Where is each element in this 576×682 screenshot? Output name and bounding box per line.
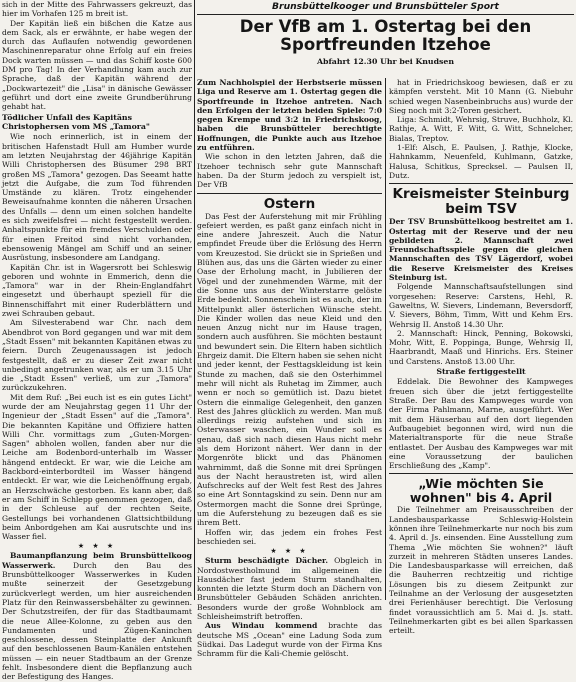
divider xyxy=(389,473,573,474)
lineup-text: Liga: Schmidt, Wehrsig, Struve, Buchholz, Kl. Rathje, A. Witt, F. Witt, G. Witt, Schnelcher, Bialas, Treptov. xyxy=(389,115,573,143)
sub-column-right xyxy=(389,78,573,636)
kreismeister-text: Folgende Mannschaftsaufstellungen sind vorgesehen: Reserve: Carstens, Hehl, R. Gaweltns, W. Sievers, Lindemann, Beversdorff, V. Sievers, Böhm, Timm, Witt und Kehm Ers. Wehrsig II. Anstoß 14.30 Uhr. xyxy=(389,282,573,329)
article-paragraph: Mit dem Ruf: „Bei euch ist es ein gutes Licht" wurde der am Neujahrstag gegen 11 Uhr der Ingenieur der „Stadt Essen" auf die „Tamora". Die bekannten Kapitäne und Offiziere hatten Willi Chr. vormittags zum „Guten-Morgen-Sagen" abholen wollen, fanden aber nur die Leiche am Bodenbord-unterhalb im Wasser hängend entdeckt. Er war, wie die Leiche am Backbord-einterbordteil im Wasser hängend entdeckt. Er war, wie die Leichenöffnung ergab, an Herzschwäche gestorben. Es kann aber, daß er am Schiff in Schlepp genommen gezogen, daß in der Schleuse auf der rechten Seite, Gestellungs bei vorhandenen Glattsichtbildung beim Anbordgehen am Kai ausrutschte und ins Wasser fiel. xyxy=(2,392,192,542)
section-title: Brunsbüttelkooger und Brunsbütteler Sport xyxy=(197,0,574,15)
separator-stars: ★ ★ ★ xyxy=(270,547,309,556)
main-headline: Der VfB am 1. Ostertag bei den Sportfreunden Itzehoe xyxy=(239,17,532,54)
storm-text: Obgleich in Nordostwestholmund im allgemeinen die Hausdächer fast jedem Sturm standhalten, konnten die letzte Sturm doch an Dächern von Brunsbütteler Gebäuden Schäden anrichten. Besonders wurde der große Wohnblock am Schleisheimstrift betroffen. xyxy=(197,556,382,622)
intro-text: sich in der Mitte des Fahrwassers gekreuzt, das hier im Vorhafen 125 m breit ist. xyxy=(2,0,192,19)
storm-heading: Sturm beschädigte Dächer. xyxy=(205,556,328,566)
article-paragraph: Durch den Bau des Brunsbüttelkooger Wasserwerkes in Kuden mußte seinerzeit der Gesetzgebung zurückverlegt werden, um hier ausreichenden Platz für den Reinwassersbehälter zu gewinnen. Der Schutzstreifen, der für das Stadtbaumamt die neue Allee-Kolonne, zu geben aus den Fundamenten und Zügen-Kaninchen geschlossene, dessen Steinplatte der Ankunft auf den beschlossenen Baum-Kanälen entstehen müssen — ein neuer Stadtbaum an der Grenze fehlt. Insbesondere dient die Bepflanzung auch der Befestigung des Hanges. xyxy=(2,560,192,682)
kreismeister-heading: Kreismeister Steinburg beim TSV xyxy=(392,186,570,218)
ostern-heading: Ostern xyxy=(263,195,316,212)
article-paragraph: hat in Friedrichskoog bewiesen, daß er zu kämpfen versteht. Mit 10 Mann (G. Niebuhr schied wegen Nasenbeinbruchs aus) wurde der Sieg noch mit 3:2-Toren gesichert. xyxy=(389,78,573,115)
reserve-lineup-text: 1-Elf: Alsch, E. Paulsen, J. Rathje, Klocke, Hahnkamm, Neuenfeld, Kuhlmann, Gatzke, Halusa, Schitkus, Sprecksel. — Paulsen II, Dutz. xyxy=(389,143,573,180)
sub-column-left xyxy=(197,78,382,659)
right-section xyxy=(197,0,574,659)
lead-paragraph: Zum Nachholspiel der Herbstserie müssen Liga und Reserve am 1. Ostertag gegen die Sportfreunde in Itzehoe antreten. Nach den Erfolgen der letzten beiden Spiele: 7:0 gegen Krempe und 3:2 in Friedrichskoog, haben die Brunsbütteler berechtigte Hoffnungen, die Punkte auch aus Itzehoe zu entführen. xyxy=(197,78,382,153)
article-paragraph: Wie noch erinnerlich, ist in einem der britischen Hafenstadt Hull am Humber wurde am letzten Neujahrstag der 46jährige Kapitän Willi Christophersen des Büsumer 298 BRT großen MS „Tamora" gezogen. Das Seeamt hatte jetzt die Aufgabe, die zum Tod führenden Umstände zu klären. Trotz eingehender Beweisaufnahme konnten die näheren Ursachen des Unfalls — denn um einen solchen handelte es sich zweifelsfrei — nicht festgestellt werden. Anhaltspunkte für ein fremdes Verschulden oder für einen Freitod sind nicht vorhanden, ebensowenig Mängel am Schiff und an seiner Ausrüstung, insbesondere am Landgang. xyxy=(2,132,192,263)
kreismeister-text2: 2. Mannschaft: Hinck, Penning, Bokowski, Mohr, Witt, E. Poppinga, Bunge, Wehrsig II, Haarbrandt, Maaß und Hinrichs. Ers. Steiner und Carstens. Anstoß 13.00 Uhr. xyxy=(389,328,573,366)
divider xyxy=(389,183,573,184)
kickoff-info: Abfahrt 12.30 Uhr bei Knudsen xyxy=(316,57,455,66)
wohnen-text: Die Teilnehmer am Preisausschreiben der Landesbausparkasse Schleswig-Holstein können ihre Teilnehmerkarte nur noch bis zum 4. April d. Js. einsenden. Eine Ausstellung zum Thema „Wie möchten Sie wohnen?" läuft zurzeit in mehreren Städten unseres Landes. Die Landesbausparkasse will erreichen, daß die Bauherren rechtzeitig und richtige Lösungen bis zu diesem Zeitpunkt zur Teilnahme an der Verlosung der ausgesetzten drei Ferienhäuser berechtigt. Die Verlosung findet voraussichtlich am 5. Mai d. Js. statt. Teilnehmerkarten gibt es bei allen Sparkassen erteilt. xyxy=(389,505,573,636)
article-heading: Tödlicher Unfall des Kapitäns Christophersen vom MS „Tamora" xyxy=(2,112,150,131)
windau-heading: Aus Windau kommend xyxy=(205,621,318,631)
strasse-text: Eddelak. Die Bewohner des Kampweges freuen sich über die jetzt fertiggestellte Straße. Der Bau des Kampweges wurde von der Firma Pahlmann, Marne, ausgeführt. Wer mit dem Häuserbau auf den dort liegenden Aufbaugebiet begonnen wird, wird nun die Materialtransporte für die neue Straße entlastet. Der Ausbau des Kampweges war mit eine Voraussetzung der baulichen Erschließung des „Kamp". xyxy=(389,377,573,471)
article-heading: Baumanpflanzung beim Brunsbüttelkoog Wasserwerk. xyxy=(2,551,192,570)
article-paragraph: Wie schon in den letzten Jahren, daß die Itzehoer technisch sehr gute Mannschaft haben. Da der Sturm jedoch zu verspielt ist, Der VfB xyxy=(197,152,382,190)
strasse-heading: Straße fertiggestellt xyxy=(436,367,526,377)
left-column xyxy=(2,0,192,682)
kreismeister-lead: Der TSV Brunsbüttelkoog bestreitet am 1. Ostertag mit der Reserve und der neu gebildeten 2. Mannschaft zwei Freundschaftsspiele gegen die gleichen Mannschaften des TSV Lägerdorf, wobei die Reserve Kreismeister des Kreises Steinburg ist. xyxy=(389,217,573,283)
divider xyxy=(197,193,382,194)
article-paragraph: Der Kapitän ließ ein bißchen die Katze aus dem Sack, als er erwähnte, er habe wegen der durch das Auflaufen notwendig gewordenen Maschinenreparatur ohne Erfolg auf ein freies Dock warten müssen — und das Schiff koste 600 DM pro Tag! In der Verhandlung kam auch zur Sprache, daß der Kapitän während der „Dockwartezeit" die „Lisa" in dänische Gewässer geführt und dort eine zweite Grundberührung gehabt hat. xyxy=(2,18,192,112)
article-paragraph: Am Silvesterabend war Chr. nach dem Abendbrot von Bord gegangen und war mit dem „Stadt Essen" mit bekannten Kapitänen etwas zu feiern. Durch Zeugenaussagen ist jedoch festgestellt, daß er zu dieser Zeit zwar nicht unbedingt angetrunken war, als er um 3.15 Uhr die „Stadt Essen" verließ, um zur „Tamora" zurückzukehren. xyxy=(2,318,192,393)
windau-text: brachte das deutsche MS „Ocean" eine Ladung Soda zum Südkai. Das Ladegut wurde von der Firma Kns Schramm für die Kali-Chemie gelöscht. xyxy=(197,621,382,659)
article-paragraph: Kapitän Chr. ist in Wagersrott bei Schleswig geboren und wohnte in Emmerich, denn die „Tamora" war in der Rhein-Englandfahrt eingesetzt und überhaupt speziell für die Binnenschiffahrt mit einer Ruderblättern und zwei Schrauben gebaut. xyxy=(2,262,192,319)
separator-stars: ★ ★ ★ xyxy=(77,542,117,551)
wohnen-heading: „Wie möchten Sie wohnen" bis 4. April xyxy=(409,476,553,506)
ostern-closing: Hoffen wir, das jedem ein frohes Fest beschieden sei. xyxy=(197,527,382,546)
ostern-text: Das Fest der Auferstehung mit mir Frühling gefeiert werden, es paßt ganz einfach nicht in eine andere Jahreszeit. Auch die Natur empfindet Freude über die Erlösung des Herrn vom Kreuzestod. Sie drückt sie in Sprießen und Blühen aus, das uns die Gärten wieder zu einer Oase der Erholung macht, in Jubilieren der Vögel und der zunehmenden Wärme, mit der die Sonne uns aus der Winterstarre gelöste Erde bedenkt. Sonnenschein ist es auch, der im Mittelpunkt aller österlichen Wünsche steht. Die Kinder wollen das neue Kleid und den neuen Anzug nicht nur im Hause tragen, sondern auch ausführen. Sie möchten bestaunt und bewundert sein. Die Eltern haben sichtlich Ehrgeiz damit. Die Eltern haben sie sehen nicht und jeder kennt, der Festtagskleidung ist kein Stunde zu machen, daß sie den Osterhimmel mehr will nicht als Ruhetag im Zimmer, auch wenn er noch so gemütlich ist. Dazu bietet Ostern die einmalige Gelegenheit, den ganzen Rest des Jahres glücklich zu werden. Man muß allerdings reizig aufstehen und sich im Osterwasser waschen, ein Wunder soll es genau, daß sich nach diesen Haus nicht mehr als dem Horizont nähert. Wer dann in der Morgenröte blickt und das Phänomen wahrnimmt, daß die Sonne mit drei Sprüngen aus der Nacht heraustreten ist, wird allen Aufschrecks auf der Welt fest Rest des Jahres so eine Art Sonntagskind zu sein. Denn nur am Ostermorgen macht die Sonne drei Sprünge, um die Auferstehung zu bezeugen daß es sie ihrem Bett. xyxy=(197,211,382,528)
